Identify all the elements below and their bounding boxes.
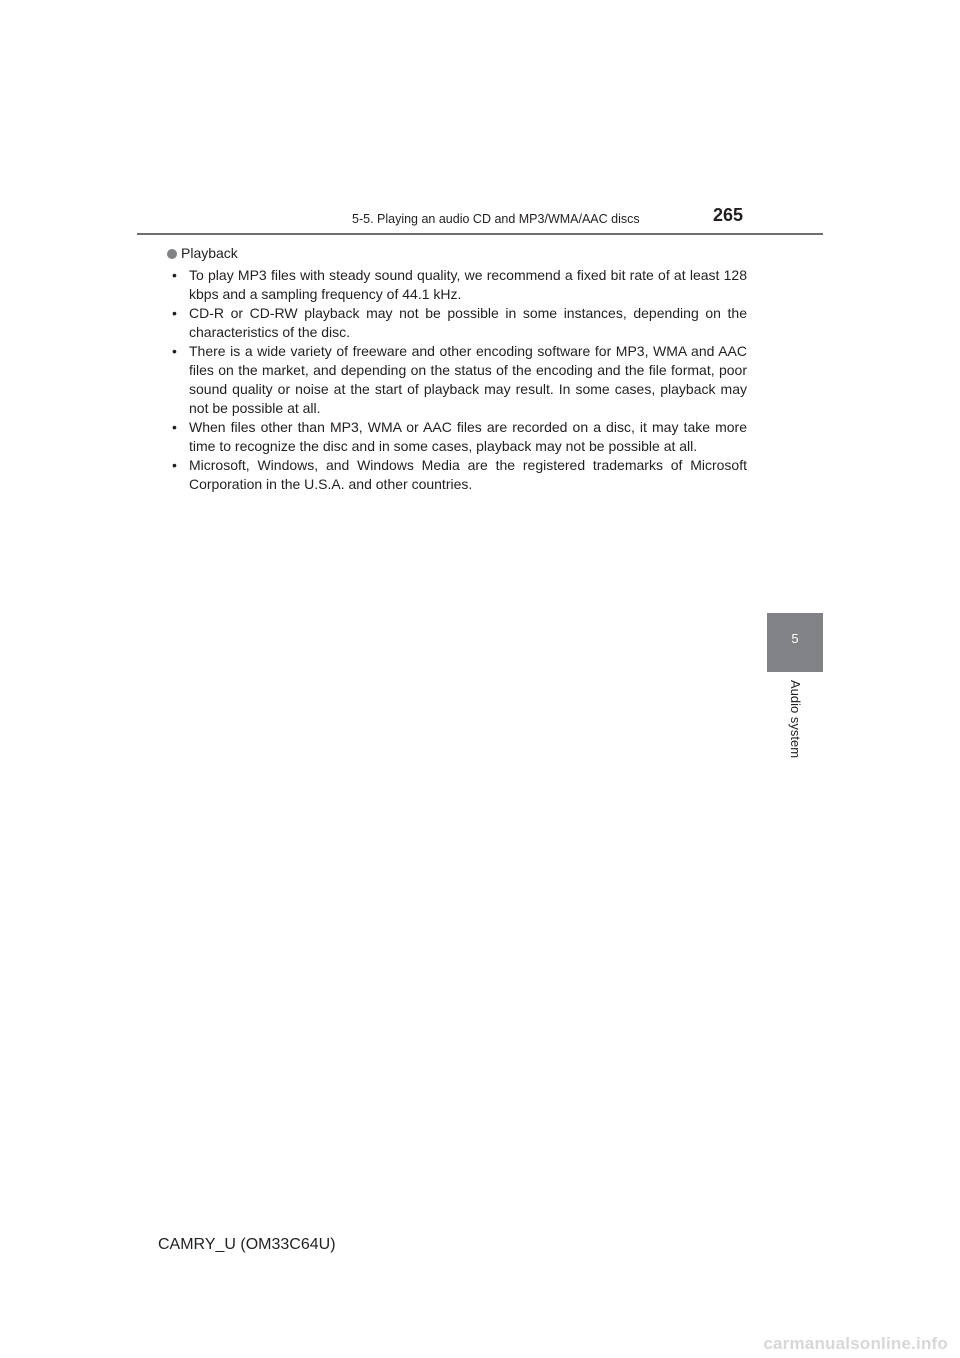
playback-heading	[167, 244, 747, 263]
playback-notes-list	[167, 266, 747, 494]
content-body	[167, 244, 747, 494]
watermark: carmanualsonline.info	[763, 1334, 948, 1353]
list-item: • There is a wide variety of freeware and other encoding software for MP3, WMA and AAC files on the market, and depending on the status of the encoding and the file format, poor sound quality or noise at the start of playback may result. In some cases, playback may not be possible at all.	[167, 342, 747, 418]
list-item: • Microsoft, Windows, and Windows Media are the registered trademarks of Microsoft Corporation in the U.S.A. and other countries.	[167, 456, 747, 494]
list-item: • CD-R or CD-RW playback may not be possible in some instances, depending on the characteristics of the disc.	[167, 304, 747, 342]
chapter-number: 5	[791, 631, 799, 646]
list-item: • When files other than MP3, WMA or AAC files are recorded on a disc, it may take more time to recognize the disc and in some cases, playback may not be possible at all.	[167, 418, 747, 456]
list-item: • To play MP3 files with steady sound quality, we recommend a fixed bit rate of at least 128 kbps and a sampling frequency of 44.1 kHz.	[167, 266, 747, 304]
chapter-tab	[767, 613, 823, 672]
section-title: 5-5. Playing an audio CD and MP3/WMA/AAC discs	[352, 212, 640, 226]
page-number: 265	[713, 205, 744, 225]
manual-id: CAMRY_U (OM33C64U)	[158, 1236, 336, 1253]
bullet-circle-icon	[167, 249, 177, 259]
header-divider	[137, 233, 823, 235]
chapter-label: Audio system	[788, 680, 803, 759]
playback-heading-label: Playback	[181, 245, 238, 261]
